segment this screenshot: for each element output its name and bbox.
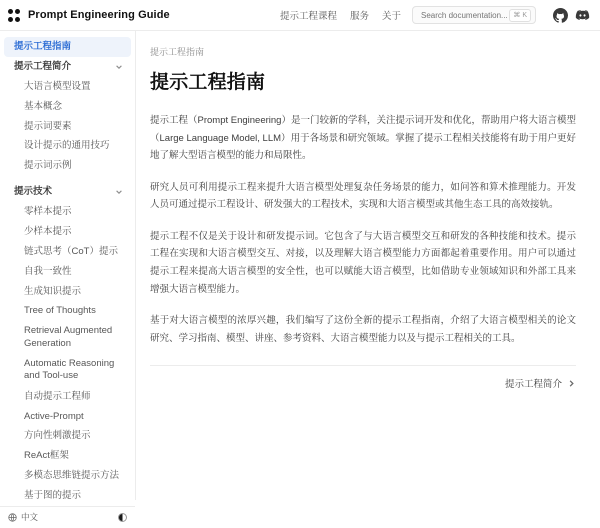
sidebar-item-prompt-elements[interactable] bbox=[4, 117, 131, 137]
sidebar-item-label: 自动提示工程师 bbox=[24, 390, 91, 402]
sidebar-item-label: 自我一致性 bbox=[24, 265, 72, 277]
sidebar-item-multimodal-cot[interactable] bbox=[4, 466, 131, 486]
sidebar-item-label: ReAct框架 bbox=[24, 450, 69, 462]
sidebar-item-examples[interactable] bbox=[4, 156, 131, 176]
main-content bbox=[136, 31, 600, 500]
sidebar-item-react[interactable] bbox=[4, 446, 131, 466]
sidebar-group-techniques[interactable] bbox=[4, 182, 131, 202]
sidebar-item-graph-prompting[interactable] bbox=[4, 486, 131, 506]
language-selector-label[interactable]: 中文 bbox=[21, 512, 39, 523]
sidebar-item-label: 链式思考（CoT）提示 bbox=[24, 245, 118, 257]
sidebar-item-rag[interactable] bbox=[4, 321, 131, 354]
top-nav bbox=[280, 8, 401, 22]
sidebar-item-label: 基于图的提示 bbox=[24, 490, 82, 501]
search-box[interactable] bbox=[412, 6, 536, 24]
sidebar-item-cot[interactable] bbox=[4, 242, 131, 262]
sidebar-item-active-prompt[interactable] bbox=[4, 407, 131, 427]
sidebar-item-label: 提示词示例 bbox=[24, 160, 72, 172]
paragraph-3: 提示工程不仅是关于设计和研发提示词。它包含了与大语言模型交互和研发的各种技能和技术。提示工程在实现和大语言模型交互、对接，以及理解大语言模型能力方面都起着重要作用。用户可以通过提示工程来提高大语言模型的安全性，也可以赋能大语言模型，比如借助专业领域知识和外部工具来增强大语言模型能力。 bbox=[150, 230, 576, 295]
globe-icon bbox=[8, 513, 17, 522]
sidebar-item-generated-knowledge[interactable] bbox=[4, 282, 131, 302]
chevron-down-icon bbox=[115, 188, 123, 196]
sidebar-item-label: 设计提示的通用技巧 bbox=[24, 140, 110, 152]
sidebar-item-art[interactable] bbox=[4, 354, 131, 387]
nav-item-about[interactable]: 关于 bbox=[381, 11, 401, 22]
sidebar-item-ape[interactable] bbox=[4, 387, 131, 407]
nav-item-services[interactable]: 服务 bbox=[349, 11, 369, 22]
brand[interactable] bbox=[8, 8, 170, 23]
sidebar-item-label: 少样本提示 bbox=[24, 225, 72, 237]
sidebar-item-llm-settings[interactable] bbox=[4, 77, 131, 97]
sidebar-item-label: 基本概念 bbox=[24, 100, 63, 112]
sidebar-item-label: Tree of Thoughts bbox=[24, 305, 96, 317]
discord-icon[interactable] bbox=[575, 8, 590, 23]
breadcrumb: 提示工程指南 bbox=[150, 47, 205, 57]
sidebar-item-few-shot[interactable] bbox=[4, 222, 131, 242]
sidebar-group-intro[interactable] bbox=[4, 57, 131, 77]
search-input[interactable] bbox=[419, 10, 509, 21]
sidebar-item-self-consistency[interactable] bbox=[4, 262, 131, 282]
sidebar-item-general-tips[interactable] bbox=[4, 136, 131, 156]
search-shortcut-badge: ⌘ K bbox=[509, 9, 531, 22]
sidebar-item-label: 提示工程简介 bbox=[14, 60, 72, 72]
brand-title: Prompt Engineering Guide bbox=[28, 9, 170, 21]
paragraph-2: 研究人员可利用提示工程来提升大语言模型处理复杂任务场景的能力，如问答和算术推理能力。开发人员可通过提示工程设计、研发强大的工程技术，实现和大语言模型或其他生态工具的高效接轨。 bbox=[150, 181, 576, 211]
sidebar-item-basics[interactable] bbox=[4, 97, 131, 117]
chevron-down-icon bbox=[115, 63, 123, 71]
sidebar-item-label: 提示技术 bbox=[14, 186, 53, 198]
chevron-right-icon bbox=[567, 379, 576, 388]
sidebar-item-directional-stimulus[interactable] bbox=[4, 426, 131, 446]
sidebar-footer bbox=[0, 506, 135, 528]
github-icon[interactable] bbox=[553, 8, 568, 23]
page-title: 提示工程指南 bbox=[150, 72, 266, 93]
sidebar-item-label: Active-Prompt bbox=[24, 410, 84, 422]
sidebar-item-label: 多模态思维链提示方法 bbox=[24, 470, 120, 482]
next-page-link[interactable]: 提示工程简介 bbox=[504, 379, 562, 391]
sidebar-item-label: 大语言模型设置 bbox=[24, 80, 91, 92]
sidebar-item-label: 提示工程指南 bbox=[14, 41, 72, 52]
paragraph-4: 基于对大语言模型的浓厚兴趣，我们编写了这份全新的提示工程指南，介绍了大语言模型相关的论文研究、学习指南、模型、讲座、参考资料、大语言模型能力以及与提示工程相关的工具。 bbox=[150, 315, 576, 344]
theme-toggle-icon[interactable] bbox=[118, 513, 127, 522]
logo-icon bbox=[8, 8, 23, 23]
sidebar-item-label: 提示词要素 bbox=[24, 120, 72, 132]
content-divider bbox=[150, 365, 576, 366]
sidebar-item-label: 生成知识提示 bbox=[24, 285, 82, 297]
sidebar-item-label: 零样本提示 bbox=[24, 206, 72, 217]
sidebar-scroll[interactable] bbox=[0, 31, 135, 506]
top-header bbox=[0, 0, 600, 31]
sidebar-item-label: Retrieval Augmented Generation bbox=[24, 325, 113, 349]
next-page-nav bbox=[150, 376, 576, 390]
sidebar-item-label: Automatic Reasoning and Tool-use bbox=[24, 357, 115, 382]
sidebar-item-label: 方向性刺激提示 bbox=[24, 430, 91, 442]
sidebar-item-tree-of-thoughts[interactable] bbox=[4, 301, 131, 321]
nav-item-course[interactable]: 提示工程课程 bbox=[279, 11, 337, 22]
sidebar bbox=[0, 31, 136, 523]
paragraph-1: 提示工程（Prompt Engineering）是一门较新的学科，关注提示词开发和优化，帮助用户将大语言模型（Large Language Model, LLM）用于各场景和研究领域。掌握了提示工程相关技能将有助于用户更好地了解大型语言模型的能力和局限性。 bbox=[150, 115, 576, 162]
sidebar-item-guide[interactable] bbox=[4, 37, 131, 57]
page-body bbox=[0, 31, 600, 523]
sidebar-item-zero-shot[interactable] bbox=[4, 202, 131, 222]
